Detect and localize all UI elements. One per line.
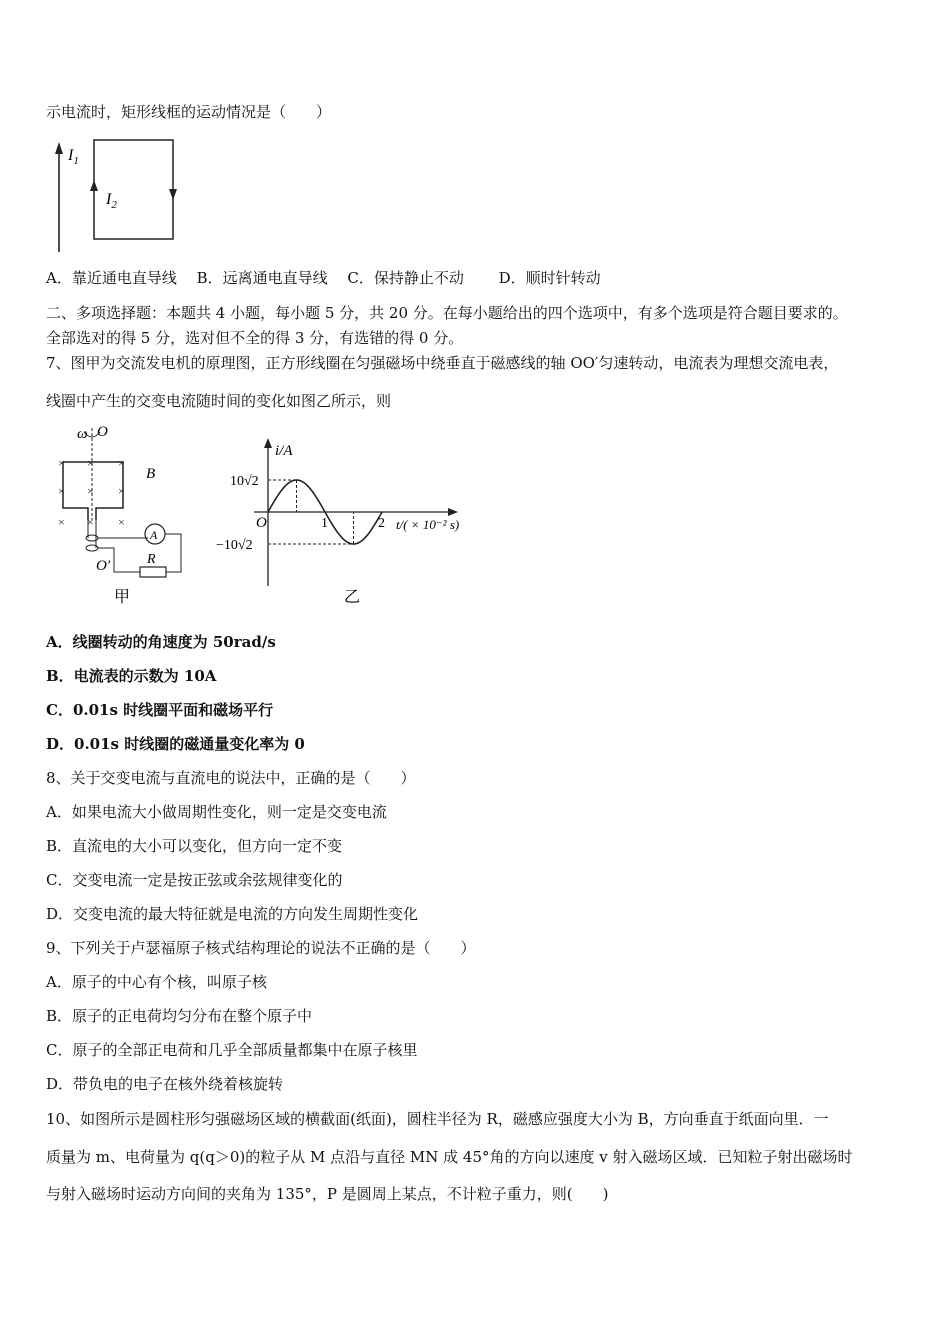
chart-peak-label: 10√2 — [230, 474, 259, 489]
section2-line1: 二、多项选择题：本题共 4 小题，每小题 5 分，共 20 分。在每小题给出的四个选项中，有多个选项是符合题目要求的。 — [46, 304, 848, 322]
q7-line2: 线圈中产生的交变电流随时间的变化如图乙所示，则 — [46, 392, 392, 410]
q7-option-d: D．0.01s 时线圈的磁通量变化率为 0 — [46, 735, 305, 753]
q6-options: A．靠近通电直导线 B．远离通电直导线 C．保持静止不动 D．顺时针转动 — [46, 269, 601, 287]
figure-jia-caption: 甲 — [114, 589, 131, 606]
chart-y-label: i/A — [275, 443, 293, 459]
q9-option-d: D．带负电的电子在核外绕着核旋转 — [46, 1075, 284, 1093]
figure-yi-caption: 乙 — [344, 589, 361, 606]
svg-text:×: × — [118, 484, 125, 498]
q8-option-d: D．交变电流的最大特征就是电流的方向发生周期性变化 — [46, 905, 419, 923]
q9-option-b: B．原子的正电荷均匀分布在整个原子中 — [46, 1007, 313, 1025]
q9-option-a: A．原子的中心有个核，叫原子核 — [46, 973, 267, 991]
loop-down-arrow-icon — [169, 189, 177, 200]
svg-text:×: × — [87, 484, 94, 498]
svg-text:×: × — [118, 456, 125, 470]
svg-text:×: × — [58, 515, 65, 529]
svg-text:×: × — [58, 484, 65, 498]
chart-y-axis-arrow-icon — [264, 438, 272, 448]
label-i2: $I_2$ — [106, 191, 117, 211]
wire-current-arrow-icon — [55, 142, 63, 154]
svg-text:×: × — [118, 515, 125, 529]
chart-x-label: t/( × 10⁻² s) — [396, 517, 460, 532]
ammeter-label: A — [150, 528, 158, 542]
q7-option-a: A．线圈转动的角速度为 50rad/s — [46, 633, 276, 651]
q6-stem-tail: 示电流时，矩形线框的运动情况是（ ） — [46, 103, 332, 121]
svg-text:×: × — [87, 515, 94, 529]
resistor-label: R — [147, 552, 156, 567]
q9-stem: 9、下列关于卢瑟福原子核式结构理论的说法不正确的是（ ） — [46, 939, 476, 957]
q6-figure — [50, 134, 190, 256]
label-i1: $I_1$ — [68, 147, 79, 167]
svg-text:×: × — [87, 456, 94, 470]
section2-line2: 全部选对的得 5 分，选对但不全的得 3 分，有选错的得 0 分。 — [46, 329, 464, 347]
omega-label: ω — [77, 426, 88, 442]
chart-trough-label: −10√2 — [216, 538, 253, 553]
q7-figure-yi-chart — [212, 436, 482, 614]
svg-text:×: × — [58, 456, 65, 470]
q10-line1: 10、如图所示是圆柱形匀强磁场区域的横截面(纸面)，圆柱半径为 R，磁感应强度大小为 B，方向垂直于纸面向里．一 — [46, 1110, 829, 1128]
q8-option-c: C．交变电流一定是按正弦或余弦规律变化的 — [46, 871, 343, 889]
magnetic-field-crosses — [58, 456, 125, 529]
q7-figure-jia — [50, 420, 200, 610]
q7-option-c: C．0.01s 时线圈平面和磁场平行 — [46, 701, 274, 719]
q8-option-a: A．如果电流大小做周期性变化，则一定是交变电流 — [46, 803, 387, 821]
rectangular-loop — [94, 140, 173, 239]
chart-x-axis-arrow-icon — [448, 508, 458, 516]
resistor-icon — [140, 567, 166, 577]
q8-option-b: B．直流电的大小可以变化，但方向一定不变 — [46, 837, 343, 855]
q7-option-b: B．电流表的示数为 10A — [46, 667, 217, 685]
chart-tick-2: 2 — [378, 516, 385, 531]
axis-o-bottom-label: O′ — [96, 558, 111, 574]
axis-o-top-label: O — [97, 424, 108, 440]
q9-option-c: C．原子的全部正电荷和几乎全部质量都集中在原子核里 — [46, 1041, 418, 1059]
loop-up-arrow-icon — [90, 180, 98, 191]
q7-line1: 7、图甲为交流发电机的原理图，正方形线圈在匀强磁场中绕垂直于磁感线的轴 OO′匀速转动，电流表为理想交流电表， — [46, 354, 839, 372]
q8-stem: 8、关于交变电流与直流电的说法中，正确的是（ ） — [46, 769, 416, 787]
field-b-label: B — [146, 466, 156, 482]
q10-line3: 与射入磁场时运动方向间的夹角为 135°，P 是圆周上某点，不计粒子重力，则( ) — [46, 1185, 609, 1203]
chart-origin-label: O — [256, 515, 267, 531]
q10-line2: 质量为 m、电荷量为 q(q＞0)的粒子从 M 点沿与直径 MN 成 45°角的方向以速度 v 射入磁场区域．已知粒子射出磁场时 — [46, 1148, 853, 1166]
chart-tick-1: 1 — [321, 516, 328, 531]
